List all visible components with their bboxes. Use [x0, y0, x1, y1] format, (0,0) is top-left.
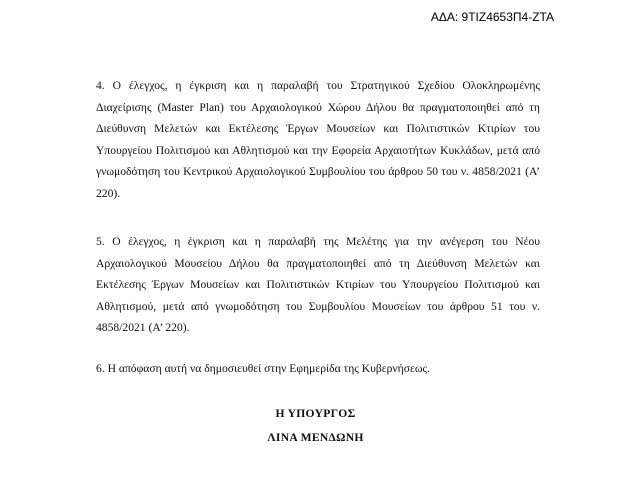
- paragraph-6: 6. Η απόφαση αυτή να δημοσιευθεί στην Εφημερίδα της Κυβερνήσεως.: [96, 362, 430, 375]
- paragraph-5: 5. Ο έλεγχος, η έγκριση και η παραλαβή της Μελέτης για την ανέγερση του Νέου Αρχαιολογικού Μουσείου Δήλου θα πραγματοποιηθεί από τη Διεύθυνση Μελετών και Εκτέλεσης Έργων Μουσείων και Πολιτιστικών Κτιρίων του Υπουργείου Πολιτισμού και Αθλητισμού, μετά από γνωμοδότηση του Συμβουλίου Μουσείων του άρθρου 51 του ν. 4858/2021 (Α’ 220).: [96, 235, 540, 334]
- paragraph-4: 4. Ο έλεγχος, η έγκριση και η παραλαβή του Στρατηγικού Σχεδίου Ολοκληρωμένης Διαχείρισης (Master Plan) του Αρχαιολογικού Χώρου Δήλου θα πραγματοποιηθεί από τη Διεύθυνση Μελετών και Εκτέλεσης Έργων Μουσείων και Πολιτιστικών Κτιρίων του Υπουργείου Πολιτισμού και Αθλητισμού και την Εφορεία Αρχαιοτήτων Κυκλάδων, μετά από γνωμοδότηση του Κεντρικού Αρχαιολογικού Συμβουλίου του άρθρου 50 του ν. 4858/2021 (Α’ 220).: [96, 79, 540, 200]
- signatory-name: ΛΙΝΑ ΜΕΝΔΩΝΗ: [267, 431, 364, 444]
- ada-code: ΑΔΑ: 9ΤΙΖ4653Π4-ΖΤΑ: [430, 10, 554, 24]
- signatory-title: Η ΥΠΟΥΡΓΟΣ: [275, 407, 356, 420]
